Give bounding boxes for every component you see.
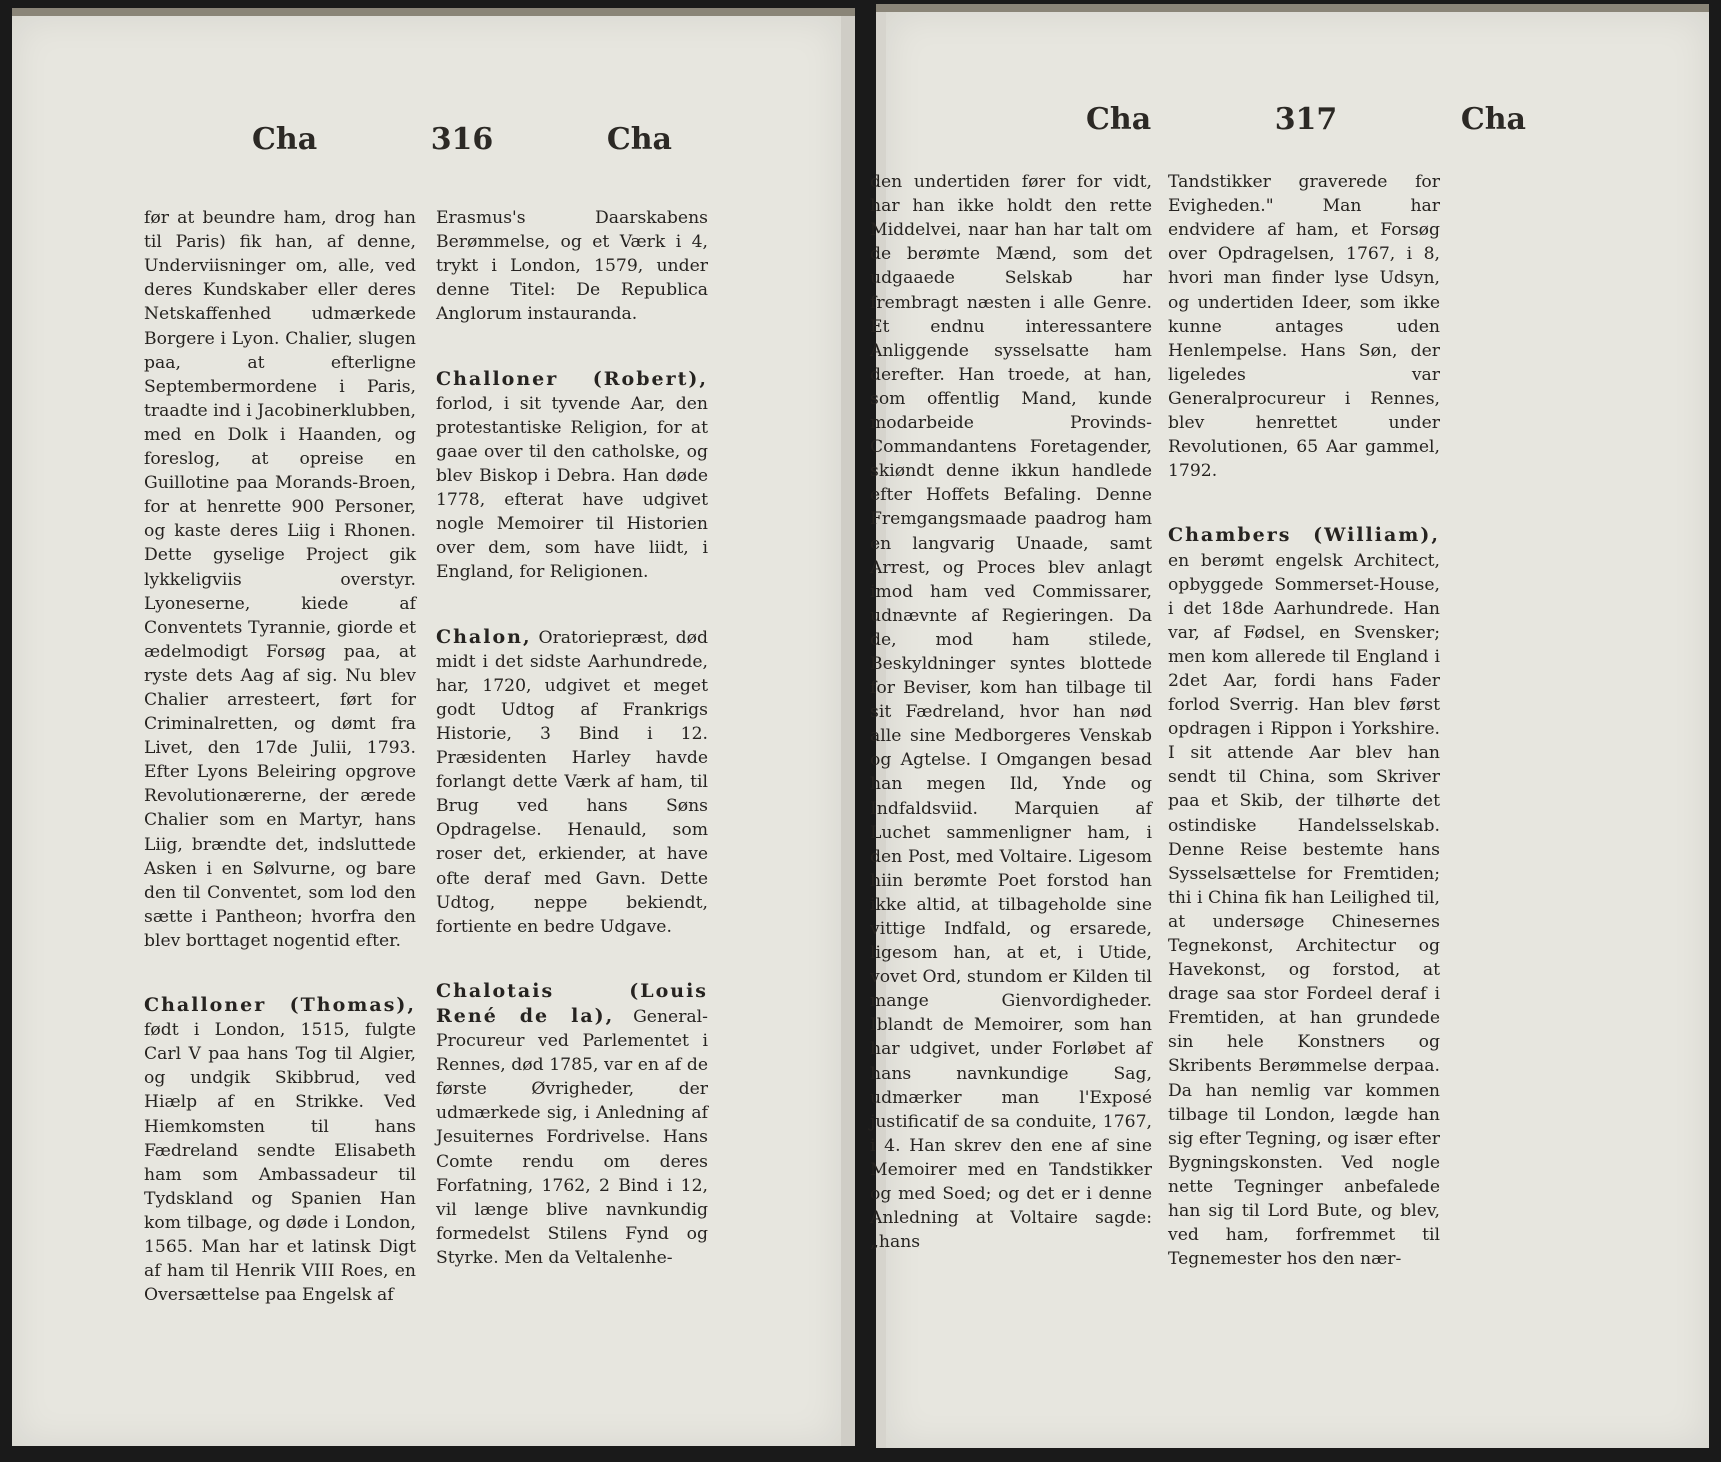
left-running-header bbox=[252, 122, 672, 157]
left-column-b bbox=[436, 182, 708, 1294]
entry-chalon bbox=[436, 625, 708, 939]
headword: Chalon, bbox=[436, 625, 532, 648]
entry-chalotais bbox=[436, 979, 708, 1270]
entry-chambers-william bbox=[1168, 523, 1440, 1271]
headword: Challoner (Thomas), bbox=[144, 994, 416, 1017]
right-column-a bbox=[870, 146, 1152, 1278]
entry-challoner-robert bbox=[436, 367, 708, 585]
entry-challoner-thomas bbox=[144, 993, 416, 1307]
entry-text: forlod, i sit tyvende Aar, den protestantiske Religion, for at gaae over til den catholske, og blev Biskop i Debra. Han døde 1778, efterat have udgivet nogle Memoirer til Historien over dem, som have liidt, i England, for Religionen. bbox=[436, 393, 708, 583]
left-page bbox=[12, 16, 855, 1446]
entry-text: General-Procureur ved Parlementet i Rennes, død 1785, var en af de første Øvrigheder, der udmærkede sig, i Anledning af Jesuiternes Fordrivelse. Hans Comte rendu om deres Forfatning, 1762, 2 Bind i 12, vil længe blive navnkundig formedelst Stilens Fynd og Styrke. Men da Veltalenhe- bbox=[436, 1007, 708, 1268]
left-col-a-continuation: før at beundre ham, drog han til Paris) fik han, af denne, Underviisninger om, alle, ved deres Kundskaber eller deres Netskaffenhed udmærkede Borgere i Lyon. Chalier, slugen paa, at efterligne Septembermordene i Paris, traadte ind i Jacobinerklubben, med en Dolk i Haanden, og foreslog, at opreise en Guillotine paa Morands-Broen, for at henrette 900 Personer, og kaste deres Liig i Rhonen. Dette gyselige Project gik lykkeligviis overstyr. Lyoneserne, kiede af Conventets Tyrannie, giorde et ædelmodigt Forsøg paa, at ryste dets Aag af sig. Nu blev Chalier arresteert, ført for Criminalretten, og dømt fra Livet, den 17de Julii, 1793. Efter Lyons Beleiring opgrove Revolutionærerne, der ærede Chalier som en Martyr, hans Liig, brændte det, indsluttede Asken i en Sølvurne, og bare den til Conventet, som lod den sætte i Pantheon; hvorfra den blev borttaget nogentid efter. bbox=[144, 208, 416, 951]
left-column-a bbox=[144, 182, 416, 1331]
entry-text: en berømt engelsk Architect, opbyggede Sommerset-House, i det 18de Aarhundrede. Han var, af Fødsel, en Svensker; men kom allerede til England i 2det Aar, fordi hans Fader forlod Sverrig. Han blev først opdragen i Rippon i Yorkshire. I sit attende Aar blev han sendt til China, som Skriver paa et Skib, der tilhørte det ostindiske Handelsselskab. Denne Reise bestemte hans Sysselsættelse for Fremtiden; thi i China fik han Leilighed til, at undersøge Chinesernes Tegnekonst, Architectur og Havekonst, og forstod, at drage saa stor Fordeel deraf i Fremtiden, at han grundede sin hele Konstners og Skribents Berømmelse derpaa. Da han nemlig var kommen tilbage til London, lægde han sig efter Tegning, og især efter Bygningskonsten. Ved nogle nette Tegninger anbefalede han sig til Lord Bute, og blev, ved ham, forfremmet til Tegnemester hos den nær- bbox=[1168, 550, 1440, 1270]
left-header-catchword-right: Cha bbox=[606, 122, 672, 157]
entry-text: Oratoriepræst, død midt i det sidste Aarhundrede, har, 1720, udgivet et meget godt Udtog af Frankrigs Historie, 3 Bind i 12. Præsidenten Harley havde forlangt dette Værk af ham, til Brug ved hans Søns Opdragelse. Henauld, som roser det, erkiender, at have ofte deraf med Gavn. Dette Udtog, neppe bekiendt, fortiente en bedre Udgave. bbox=[436, 627, 708, 937]
left-col-b-continuation: Erasmus's Daarskabens Berømmelse, og et Værk i 4, trykt i London, 1579, under denne Titel: De Republica Anglorum instauranda. bbox=[436, 208, 708, 325]
headword: Chambers (William), bbox=[1168, 524, 1440, 547]
right-col-a-continuation: den undertiden fører for vidt, har han ikke holdt den rette Middelvei, naar han har talt om de berømte Mænd, som det udgaaede Selskab har frembragt næsten i alle Genre. Et endnu interessantere Anliggende sysselsatte ham derefter. Han troede, at han, som offentlig Mand, kunde modarbeide Provinds-Commandantens Foretagender, skiøndt denne ikkun handlede efter Hoffets Befaling. Denne Fremgangsmaade paadrog ham en langvarig Unaade, samt Arrest, og Proces blev anlagt imod ham ved Commissarer, udnævnte af Regieringen. Da de, mod ham stilede, Beskyldninger syntes blottede for Beviser, kom han tilbage til sit Fædreland, hvor han nød alle sine Medborgeres Venskab og Agtelse. I Omgangen besad han megen Ild, Ynde og Indfaldsviid. Marquien af Luchet sammenligner ham, i den Post, med Voltaire. Ligesom hiin berømte Poet forstod han ikke altid, at tilbageholde sine vittige Indfald, og ersarede, ligesom han, at et, i Utide, vovet Ord, stundom er Kilden til mange Gienvordigheder. Iblandt de Memoirer, som han har udgivet, under Forløbet af hans navnkundige Sag, udmærker man l'Exposé justificatif de sa conduite, 1767, i 4. Han skrev den ene af sine Memoirer med en Tandstikker og med Soed; og det er i denne Anledning at Voltaire sagde: „hans bbox=[870, 172, 1152, 1253]
right-running-header bbox=[1086, 102, 1526, 137]
left-page-number: 316 bbox=[430, 122, 494, 157]
right-column-b bbox=[1168, 146, 1440, 1295]
headword: Challoner (Robert), bbox=[436, 367, 708, 390]
right-header-catchword-right: Cha bbox=[1460, 102, 1526, 137]
right-page-number: 317 bbox=[1274, 102, 1338, 137]
entry-text: født i London, 1515, fulgte Carl V paa hans Tog til Algier, og undgik Skibbrud, ved Hiælp af en Strikke. Ved Hiemkomsten til hans Fædreland sendte Elisabeth ham som Ambassadeur til Tydskland og Spanien Han kom tilbage, og døde i London, 1565. Man har et latinsk Digt af ham til Henrik VIII Roes, en Oversættelse paa Engelsk af bbox=[144, 1020, 416, 1306]
left-header-catchword-left: Cha bbox=[252, 122, 318, 157]
right-col-b-continuation: Tandstikker graverede for Evigheden." Man har endvidere af ham, et Forsøg over Opdragelsen, 1767, i 8, hvori man finder lyse Udsyn, og undertiden Ideer, som ikke kunne antages uden Henlempelse. Hans Søn, der ligeledes var Generalprocureur i Rennes, blev henrettet under Revolutionen, 65 Aar gammel, 1792. bbox=[1168, 172, 1440, 482]
right-header-catchword-left: Cha bbox=[1086, 102, 1152, 137]
headword: Chalotais (Louis René de la), bbox=[436, 979, 708, 1027]
